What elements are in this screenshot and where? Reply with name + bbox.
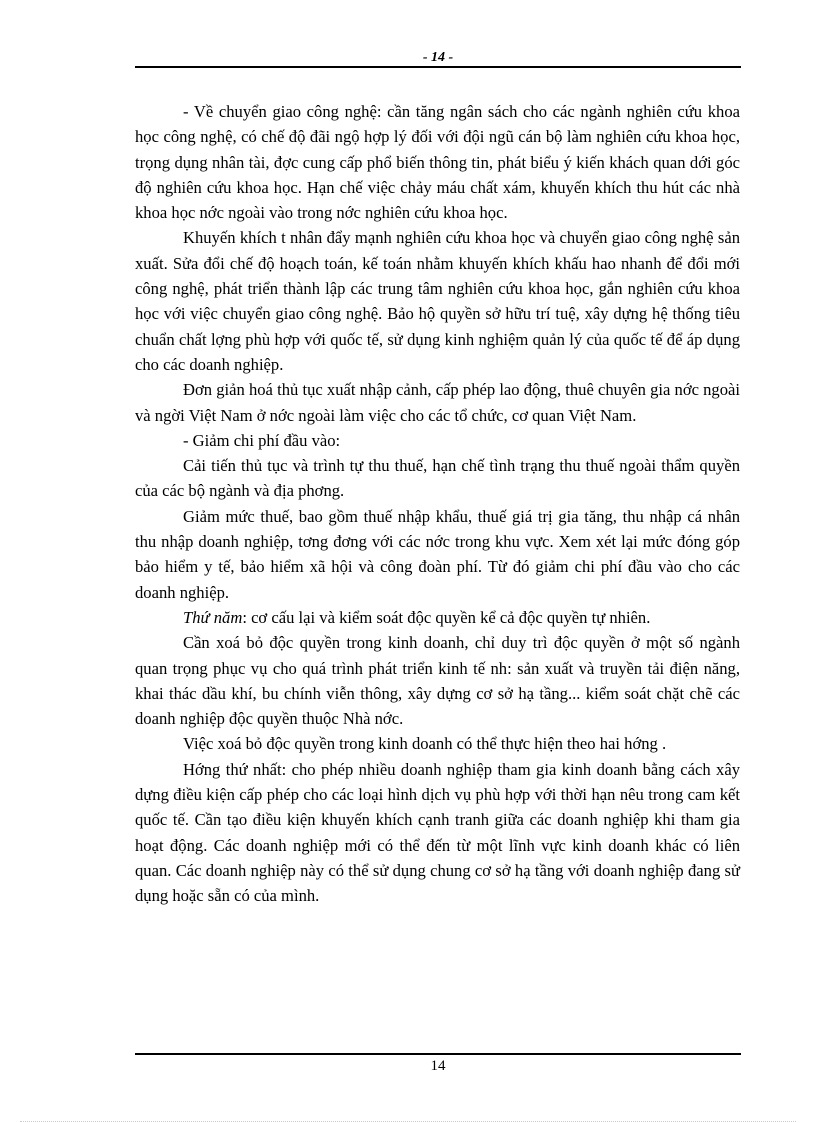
- paragraph-technology-transfer: - Về chuyển giao công nghệ: cần tăng ngân sách cho các ngành nghiên cứu khoa học công nghệ, có chế độ đãi ngộ hợp lý đối với đội ngũ cán bộ làm nghiên cứu khoa học, trọng dụng nhân tài, đợc cung cấp phổ biến thông tin, phát biểu ý kiến khách quan dới góc độ nghiên cứu khoa học. Hạn chế việc chảy máu chất xám, khuyến khích thu hút các nhà khoa học nớc ngoài vào trong nớc nghiên cứu khoa học.: [135, 102, 740, 223]
- document-body: [135, 99, 740, 909]
- paragraph-input-costs-heading: - Giảm chi phí đầu vào:: [183, 430, 341, 450]
- footer-page-number: 14: [430, 1058, 446, 1074]
- header-page-number: - 14 -: [422, 50, 454, 65]
- paragraph-first-direction: Hớng thứ nhất: cho phép nhiều doanh nghiệp tham gia kinh doanh bằng cách xây dựng điều kiện cấp phép cho các loại hình dịch vụ phù hợp với thời hạn nêu trong cam kết quốc tế. Cần tạo điều kiện khuyến khích cạnh tranh giữa các doanh nghiệp khi tham gia hoạt động. Các doanh nghiệp mới có thể đến từ một lĩnh vực kinh doanh khác có liên quan. Các doanh nghiệp này có thể sử dụng chung cơ sở hạ tầng với doanh nghiệp đang sử dụng hoặc sẵn có của mình.: [135, 759, 740, 906]
- fifth-point-text: : cơ cấu lại và kiểm soát độc quyền kể cả độc quyền tự nhiên.: [242, 607, 651, 627]
- paragraph-two-directions: Việc xoá bỏ độc quyền trong kinh doanh có thể thực hiện theo hai hớng .: [183, 734, 667, 754]
- paragraph-tax-procedure: Cải tiến thủ tục và trình tự thu thuế, hạn chế tình trạng thu thuế ngoài thẩm quyền của các bộ ngành và địa phơng.: [135, 456, 740, 501]
- paragraph-immigration: Đơn giản hoá thủ tục xuất nhập cảnh, cấp phép lao động, thuê chuyên gia nớc ngoài và ngời Việt Nam ở nớc ngoài làm việc cho các tổ chức, cơ quan Việt Nam.: [135, 380, 740, 425]
- fifth-point-lead: Thứ năm: [183, 607, 243, 627]
- page-footer: [135, 1053, 741, 1077]
- paragraph-tax-reduction: Giảm mức thuế, bao gồm thuế nhập khẩu, thuế giá trị gia tăng, thu nhập cá nhân thu nhập doanh nghiệp, tơng đơng với các nớc trong khu vực. Xem xét lại mức đóng góp bảo hiểm y tế, bảo hiểm xã hội và công đoàn phí. Từ đó giảm chi phí đầu vào cho các doanh nghiệp.: [135, 506, 740, 602]
- page-header: [135, 48, 741, 68]
- page-bottom-divider: [20, 1121, 796, 1122]
- paragraph-fifth-point: [135, 605, 740, 630]
- paragraph-abolish-monopoly: Cần xoá bỏ độc quyền trong kinh doanh, chỉ duy trì độc quyền ở một số ngành quan trọng phục vụ cho quá trình phát triển kinh tế nh: sản xuất và truyền tải điện năng, khai thác dầu khí, bu chính viễn thông, xây dựng cơ sở hạ tầng... kiểm soát chặt chẽ các doanh nghiệp độc quyền thuộc Nhà nớc.: [135, 633, 740, 729]
- paragraph-private-research: Khuyến khích t nhân đẩy mạnh nghiên cứu khoa học và chuyển giao công nghệ sản xuất. Sửa đổi chế độ hoạch toán, kế toán nhằm khuyến khích khấu hao nhanh để đổi mới công nghệ, phát triển thành lập các trung tâm nghiên cứu khoa học, gắn nghiên cứu khoa học với việc chuyển giao công nghệ. Bảo hộ quyền sở hữu trí tuệ, xây dựng hệ thống tiêu chuẩn chất lợng phù hợp với quốc tế, sử dụng kinh nghiệm quản lý của quốc tế để áp dụng cho các doanh nghiệp.: [135, 228, 740, 374]
